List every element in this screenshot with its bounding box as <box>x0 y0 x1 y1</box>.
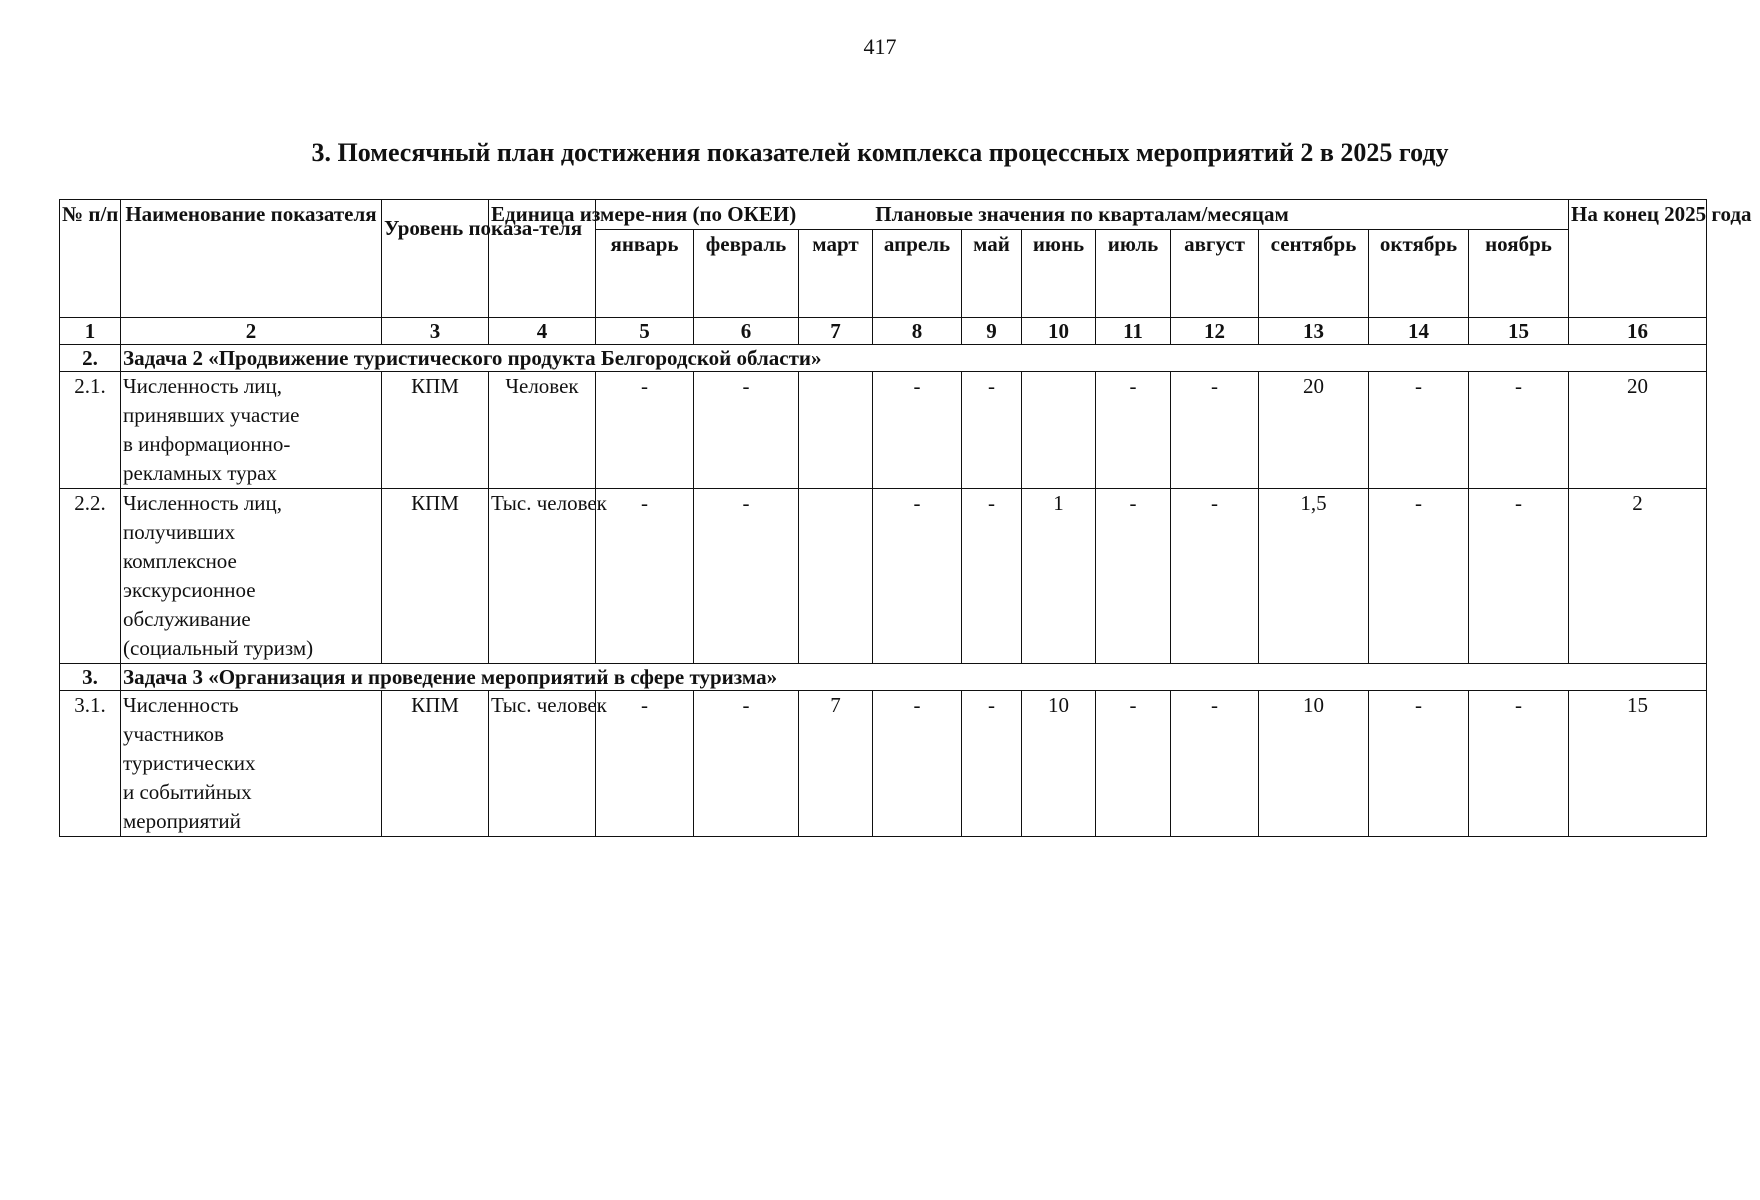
indicator-name-line: Численность лиц, <box>123 491 283 515</box>
month-value: - <box>694 372 799 489</box>
month-value: - <box>1171 691 1259 837</box>
month-value: - <box>873 489 962 664</box>
indicator-level: КПМ <box>382 372 489 489</box>
indicator-name-line: экскурсионное <box>123 578 256 602</box>
month-value: 10 <box>1022 691 1096 837</box>
indicator-name-line: участников <box>123 722 224 746</box>
header-month: июль <box>1096 230 1171 318</box>
header-month: январь <box>596 230 694 318</box>
month-value: - <box>962 489 1022 664</box>
month-value: - <box>873 691 962 837</box>
column-number: 6 <box>694 318 799 345</box>
month-value: - <box>962 372 1022 489</box>
indicator-name <box>121 691 382 837</box>
indicator-name-line: (социальный туризм) <box>123 636 314 660</box>
month-value <box>799 489 873 664</box>
column-number: 13 <box>1259 318 1369 345</box>
indicator-number: 3.1. <box>60 691 121 837</box>
column-number: 9 <box>962 318 1022 345</box>
indicator-unit: Тыс. человек <box>489 489 596 664</box>
indicator-unit: Тыс. человек <box>489 691 596 837</box>
document-title: 3. Помесячный план достижения показателей комплекса процессных мероприятий 2 в 2025 году <box>311 138 1449 167</box>
indicator-name-line: принявших участие <box>123 403 300 427</box>
page-number: 417 <box>863 34 897 59</box>
task-number: 3. <box>60 664 121 691</box>
task-number: 2. <box>60 345 121 372</box>
column-number: 2 <box>121 318 382 345</box>
indicator-level: КПМ <box>382 691 489 837</box>
end-of-year-value: 2 <box>1569 489 1707 664</box>
month-value: - <box>1096 489 1171 664</box>
month-value: 1,5 <box>1259 489 1369 664</box>
indicator-name <box>121 489 382 664</box>
column-number: 8 <box>873 318 962 345</box>
end-of-year-value: 15 <box>1569 691 1707 837</box>
column-number-row <box>60 318 1707 345</box>
indicator-row <box>60 372 1707 489</box>
column-number: 16 <box>1569 318 1707 345</box>
month-value: - <box>596 691 694 837</box>
month-value: - <box>1171 372 1259 489</box>
indicator-unit: Человек <box>489 372 596 489</box>
month-value: - <box>1096 691 1171 837</box>
month-value: - <box>873 372 962 489</box>
month-value: 7 <box>799 691 873 837</box>
column-number: 1 <box>60 318 121 345</box>
month-value: - <box>596 489 694 664</box>
month-value: - <box>1469 489 1569 664</box>
task-title: Задача 3 «Организация и проведение мероприятий в сфере туризма» <box>121 664 1707 691</box>
month-value: - <box>596 372 694 489</box>
task-title: Задача 2 «Продвижение туристического продукта Белгородской области» <box>121 345 1707 372</box>
month-value: - <box>1171 489 1259 664</box>
header-end-of-year: На конец 2025 года <box>1569 200 1707 318</box>
header-indicator-level: Уровень показа-теля <box>382 200 489 318</box>
header-month: апрель <box>873 230 962 318</box>
column-number: 11 <box>1096 318 1171 345</box>
month-value: - <box>962 691 1022 837</box>
header-planned-values: Плановые значения по кварталам/месяцам <box>596 200 1569 230</box>
month-value: - <box>1469 372 1569 489</box>
column-number: 14 <box>1369 318 1469 345</box>
header-month: август <box>1171 230 1259 318</box>
indicator-name-line: комплексное <box>123 549 237 573</box>
indicator-name-line: рекламных турах <box>123 461 277 485</box>
indicator-name-line: Численность лиц, <box>123 374 283 398</box>
column-number: 7 <box>799 318 873 345</box>
monthly-plan-table <box>59 199 1752 837</box>
month-value <box>799 372 873 489</box>
month-value: - <box>1369 489 1469 664</box>
month-value: - <box>694 489 799 664</box>
column-number: 3 <box>382 318 489 345</box>
header-month: май <box>962 230 1022 318</box>
month-value: - <box>1469 691 1569 837</box>
header-month: март <box>799 230 873 318</box>
indicator-name <box>121 372 382 489</box>
header-num: № п/п <box>60 200 121 318</box>
indicator-name-line: Численность <box>123 693 239 717</box>
header-indicator-name: Наименование показателя <box>121 200 382 318</box>
indicator-number: 2.1. <box>60 372 121 489</box>
column-number: 4 <box>489 318 596 345</box>
header-month: февраль <box>694 230 799 318</box>
indicator-name-line: обслуживание <box>123 607 251 631</box>
header-month: июнь <box>1022 230 1096 318</box>
indicator-number: 2.2. <box>60 489 121 664</box>
task-row <box>60 345 1707 372</box>
end-of-year-value: 20 <box>1569 372 1707 489</box>
indicator-row <box>60 691 1707 837</box>
month-value: - <box>694 691 799 837</box>
task-row <box>60 664 1707 691</box>
indicator-level: КПМ <box>382 489 489 664</box>
indicator-name-line: получивших <box>123 520 236 544</box>
indicator-name-line: мероприятий <box>123 809 241 833</box>
table-header-row <box>60 200 1707 230</box>
column-number: 15 <box>1469 318 1569 345</box>
indicator-name-line: туристических <box>123 751 256 775</box>
header-month: октябрь <box>1369 230 1469 318</box>
header-month: сентябрь <box>1259 230 1369 318</box>
indicator-row <box>60 489 1707 664</box>
month-value: - <box>1369 372 1469 489</box>
month-value: 10 <box>1259 691 1369 837</box>
column-number: 5 <box>596 318 694 345</box>
month-value: 1 <box>1022 489 1096 664</box>
indicator-name-line: в информационно- <box>123 432 291 456</box>
month-value: - <box>1369 691 1469 837</box>
month-value: - <box>1096 372 1171 489</box>
header-unit: Единица измере-ния (по ОКЕИ) <box>489 200 596 318</box>
header-month: ноябрь <box>1469 230 1569 318</box>
month-value <box>1022 372 1096 489</box>
indicator-name-line: и событийных <box>123 780 252 804</box>
month-value: 20 <box>1259 372 1369 489</box>
column-number: 10 <box>1022 318 1096 345</box>
column-number: 12 <box>1171 318 1259 345</box>
